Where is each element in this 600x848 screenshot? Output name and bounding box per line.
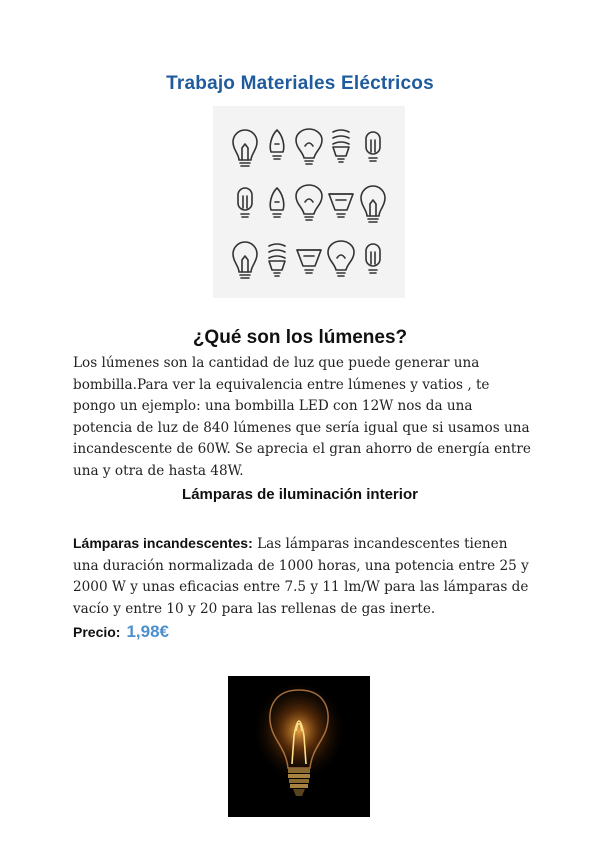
bulb-icons-grid — [213, 106, 405, 298]
section-heading-lumens: ¿Qué son los lúmenes? — [192, 327, 408, 348]
incandescent-paragraph — [73, 533, 533, 620]
lumens-paragraph: Los lúmenes son la cantidad de luz que puede generar una bombilla.Para ver la equivalencia entre lúmenes y vatios , te pongo un ejemplo: una bombilla LED con 12W nos da una potencia de luz de 840 lúmenes que sería igual que si usamos una incandescente de 60W. Se aprecia el gran ahorro de energía entre una y otra de hasta 48W. — [73, 355, 531, 479]
page-title: Trabajo Materiales Eléctricos — [166, 73, 434, 94]
incandescent-text: Las lámparas incandescentes tienen una duración normalizada de 1000 horas, una potencia entre 25 y 2000 W y unas eficacias entre 7.5 y 11 lm/W para las lámparas de vacío y entre 10 y 20 para las rellenas de gas inerte. — [73, 536, 529, 617]
price-line — [73, 622, 169, 642]
incandescent-bulb-photo — [228, 676, 370, 817]
price-label: Precio: — [73, 624, 121, 640]
price-value: 1,98€ — [126, 622, 170, 641]
incandescent-label: Lámparas incandescentes: — [73, 535, 253, 551]
section-heading-interior-lamps: Lámparas de iluminación interior — [182, 486, 418, 503]
